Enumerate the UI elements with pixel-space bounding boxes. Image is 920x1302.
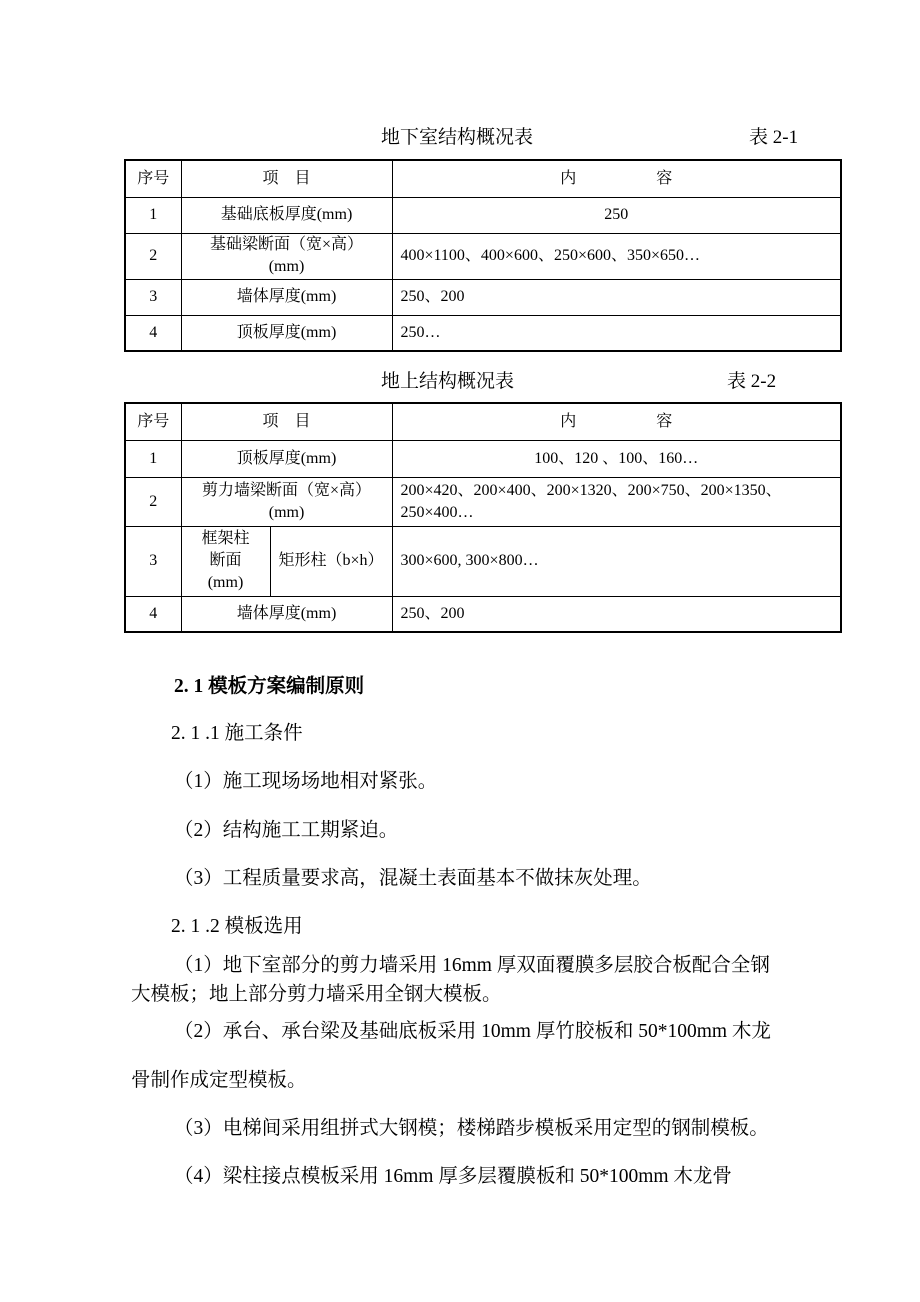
list-item: （3）工程质量要求高，混凝土表面基本不做抹灰处理。 [174,868,652,889]
row-no: 4 [125,596,181,632]
table-row [125,477,841,526]
table1-title: 地下室结构概况表 [381,127,534,148]
row-content: 250、200 [392,596,841,632]
table1-number: 表 2-1 [749,127,799,148]
paragraph-2-line2: 骨制作成定型模板。 [131,1070,307,1091]
row-content: 250、200 [392,279,841,315]
table2 [124,402,842,633]
paragraph-1-line2: 大模板；地上部分剪力墙采用全钢大模板。 [131,984,502,1005]
header-no: 序号 [125,160,181,197]
row-content-line2: 250×400… [400,503,474,521]
row-item-line2: (mm) [268,503,305,521]
row-item: 基础底板厚度(mm) [181,197,392,233]
paragraph-1-line1: （1）地下室部分的剪力墙采用 16mm 厚双面覆膜多层胶合板配合全钢 [174,955,770,976]
row-no: 1 [125,197,181,233]
row-content: 250… [392,315,841,351]
row-content [392,477,841,526]
table-row [125,279,841,315]
header-item: 项 目 [181,160,392,197]
row-content: 250 [392,197,841,233]
subsection-heading-1: 2. 1 .1 施工条件 [171,723,303,744]
row-content-line1: 200×420、200×400、200×1320、200×750、200×1350、 [400,481,782,499]
subsection-heading-2: 2. 1 .2 模板选用 [171,916,303,937]
row-no: 3 [125,526,181,596]
table2-title: 地上结构概况表 [381,371,515,392]
paragraph-3: （3）电梯间采用组拼式大钢模；楼梯踏步模板采用定型的钢制模板。 [174,1118,769,1139]
row-no: 4 [125,315,181,351]
paragraph-4: （4）梁柱接点模板采用 16mm 厚多层覆膜板和 50*100mm 木龙骨 [174,1166,732,1187]
row-content: 400×1100、400×600、250×600、350×650… [392,233,841,279]
row-item-line1: 剪力墙梁断面（宽×高） [201,481,372,499]
row-no: 2 [125,233,181,279]
row-content: 300×600, 300×800… [392,526,841,596]
table-row [125,440,841,477]
row-item-line2: (mm) [268,258,305,275]
table2-header-row [125,403,841,440]
header-no: 序号 [125,403,181,440]
header-content: 内 容 [392,160,841,197]
row-item-line3: (mm) [207,574,244,591]
row-item [181,477,392,526]
row-item: 顶板厚度(mm) [181,315,392,351]
row-no: 2 [125,477,181,526]
row-item-line2: 断面 [209,552,242,569]
row-item-line1: 框架柱 [201,530,250,547]
row-item-sub: 矩形柱（b×h） [270,526,392,596]
list-item: （2）结构施工工期紧迫。 [174,820,399,841]
row-item-line1: 基础梁断面（宽×高） [209,236,364,253]
table1-header-row [125,160,841,197]
table-row [125,526,841,596]
table-row [125,315,841,351]
row-no: 1 [125,440,181,477]
table-row [125,197,841,233]
row-content: 100、120 、100、160… [392,440,841,477]
paragraph-2-line1: （2）承台、承台梁及基础底板采用 10mm 厚竹胶板和 50*100mm 木龙 [174,1021,771,1042]
row-item: 顶板厚度(mm) [181,440,392,477]
row-item: 墙体厚度(mm) [181,596,392,632]
header-content: 内 容 [392,403,841,440]
table1 [124,159,842,352]
table-row [125,596,841,632]
row-item [181,233,392,279]
row-no: 3 [125,279,181,315]
row-item-group [181,526,270,596]
header-item: 项 目 [181,403,392,440]
section-heading: 2. 1 模板方案编制原则 [174,676,365,697]
table2-number: 表 2-2 [727,371,777,392]
list-item: （1）施工现场场地相对紧张。 [174,771,438,792]
row-item: 墙体厚度(mm) [181,279,392,315]
table-row [125,233,841,279]
